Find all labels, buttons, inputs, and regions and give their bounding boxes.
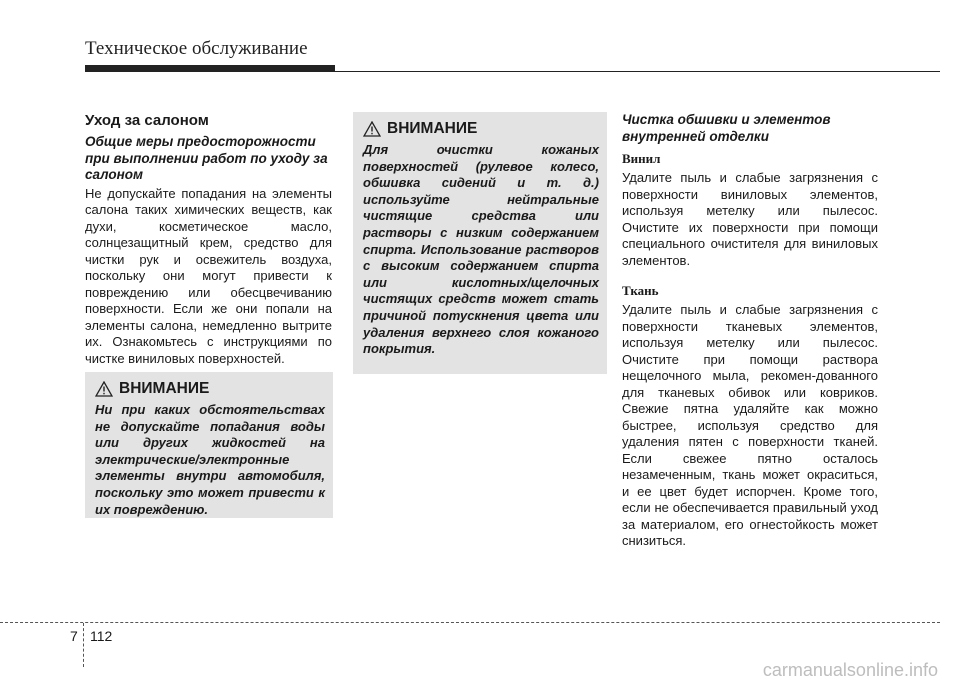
chapter-number: 7	[70, 628, 78, 644]
fabric-paragraph: Удалите пыль и слабые загрязнения с поверхности тканевых элементов, используя метелку или пылесос. Очистите при помощи раствора нещелочного мыла, рекомен-дованного для тканевых обивок или ковриков. Свежие пятна удаляйте как можно быстрее, используя средство для удаления пятен с поверхности тканей. Если свежее пятно осталось незамеченным, ткань может окраситься, и ее цвет будет испорчен. Кроме того, если не обеспечивается правильный уход за материалом, его огнестойкость может снизиться.	[622, 302, 878, 548]
page-header-title: Техническое обслуживание	[85, 38, 308, 59]
warning-header	[363, 120, 599, 138]
footer-divider	[83, 623, 84, 667]
right-column	[622, 112, 878, 550]
section-subhead: Общие меры предосторожности при выполнении работ по уходу за салоном	[85, 134, 328, 182]
watermark: carmanualsonline.info	[762, 660, 938, 680]
warning-text: Ни при каких обстоятельствах не допускайте попадания воды или других жидкостей на электрические/электронные элементы внутри автомобиля, поскольку это может привести к их повреждению.	[95, 402, 325, 517]
header-rule	[85, 71, 940, 72]
warning-label: ВНИМАНИЕ	[387, 120, 478, 137]
page-number: 112	[90, 628, 113, 644]
warning-box	[85, 372, 333, 518]
section-title: Уход за салоном	[85, 112, 209, 129]
fabric-title: Ткань	[622, 283, 659, 298]
cleaning-subhead: Чистка обшивки и элементов внутренней отделки	[622, 112, 831, 144]
vinyl-paragraph: Удалите пыль и слабые загрязнения с поверхности виниловых элементов, используя метелку или пылесос. Очистите их поверхности при помощи специального очистителя для виниловых элементов.	[622, 170, 878, 268]
warning-box	[353, 112, 607, 374]
section-paragraph: Не допускайте попадания на элементы салона таких химических веществ, как духи, косметическое масло, солнцезащитный крем, средство для чистки рук и освежитель воздуха, поскольку они могут привести к повреждению или обесцвечиванию поверхности. Если же они попали на элементы салона, немедленно вытрите их. Ознакомьтесь с инструкциями по чистке виниловых поверхностей.	[85, 185, 332, 366]
warning-triangle-icon	[95, 381, 113, 397]
warning-triangle-icon	[363, 121, 381, 137]
warning-text: Для очистки кожаных поверхностей (рулевое колесо, обшивка сидений и т. д.) используйте нейтральные чистящие средства или растворы с низким содержанием спирта. Использование растворов с высоким содержанием спирта или кислотных/щелочных чистящих средств может стать причиной потускнения цвета или удаления верхнего слоя кожаного покрытия.	[363, 142, 599, 357]
warning-label: ВНИМАНИЕ	[119, 380, 210, 397]
vinyl-title: Винил	[622, 151, 661, 166]
warning-header	[95, 380, 325, 398]
footer-rule	[0, 622, 940, 623]
left-column	[85, 112, 332, 367]
